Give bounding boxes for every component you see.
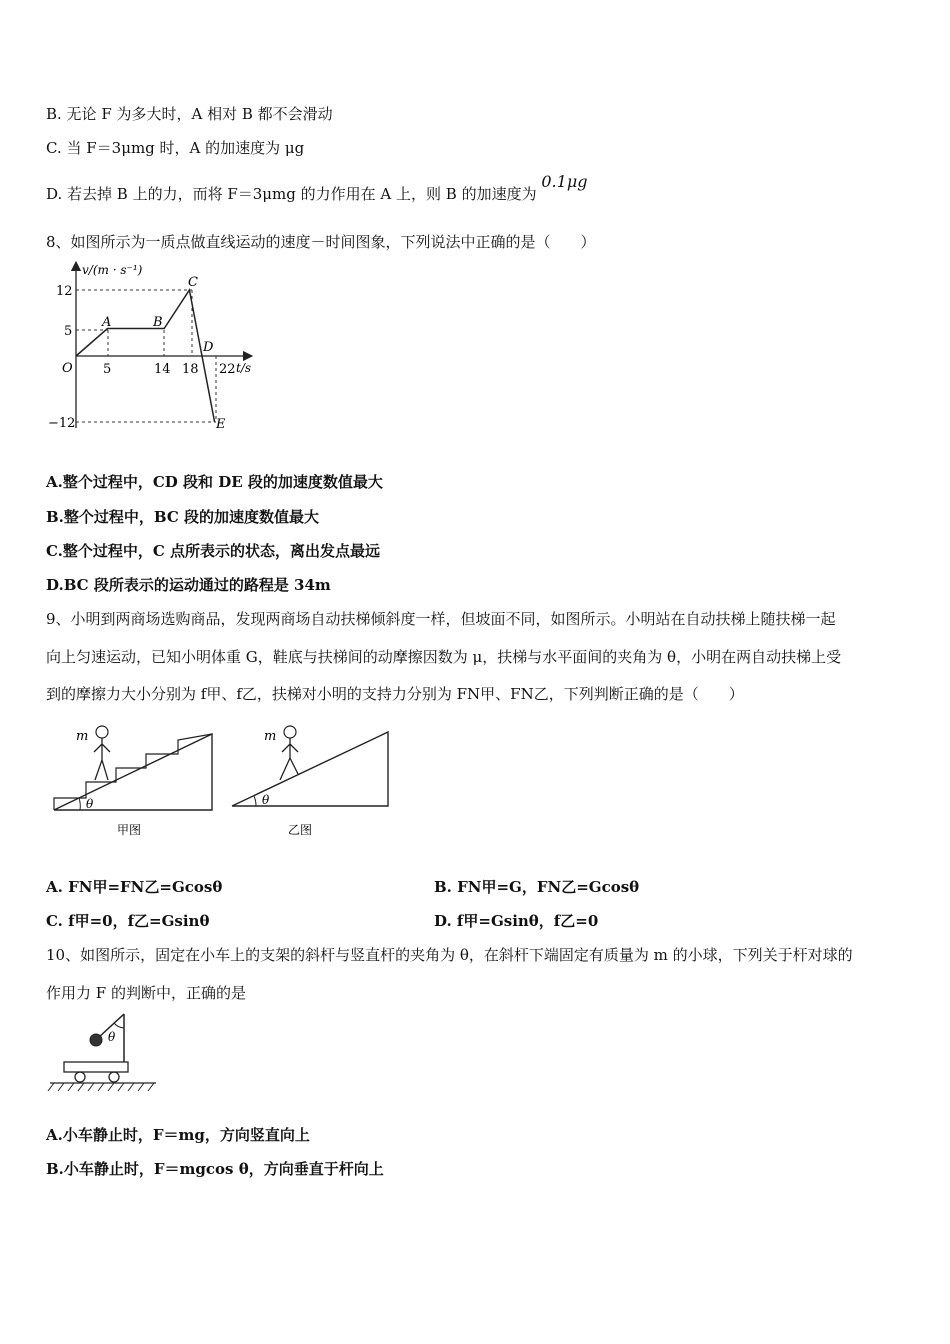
q9-figure-yi [228,722,398,844]
person-body [94,738,110,780]
q10-cart-figure [44,1010,162,1094]
xtick-14: 14 [154,362,171,377]
q7-option-d-formula: 0.1μg [541,172,588,191]
q10-stem-line1: 10、如图所示，固定在小车上的支架的斜杆与竖直杆的夹角为 θ，在斜杆下端固定有质量为 m 的小球，下列关于杆对球的 [46,946,853,964]
person-body [280,738,298,780]
q9-stem-line2: 向上匀速运动，已知小明体重 G，鞋底与扶梯间的动摩擦因数为 μ，扶梯与水平面间的夹角为 θ，小明在两自动扶梯上受 [46,648,842,666]
theta-label: θ [262,793,270,807]
t-axis-label: t/s [236,361,252,375]
q7-option-d-text: D. 若去掉 B 上的力，而将 F＝3μmg 的力作用在 A 上，则 B 的加速度为 [46,185,537,203]
q8-stem: 8、如图所示为一质点做直线运动的速度－时间图象，下列说法中正确的是（ ） [46,233,596,251]
xtick-18: 18 [182,362,199,377]
xtick-22: 22 [219,362,236,377]
point-b-label: B [153,315,163,330]
cart-wheel-right [109,1072,119,1082]
slope-incline [232,732,388,806]
q10-option-b: B.小车静止时，F＝mgcos θ，方向垂直于杆向上 [46,1160,384,1178]
q9-option-c: C. f甲=0，f乙=Gsinθ [46,912,210,930]
mass-label: m [76,729,89,744]
q8-option-c: C.整个过程中，C 点所表示的状态，离出发点最远 [46,542,381,560]
xtick-5: 5 [103,362,112,377]
cart-body [64,1062,128,1072]
q9-stem-line1: 9、小明到两商场选购商品，发现两商场自动扶梯倾斜度一样，但坡面不同，如图所示。小明站在自动扶梯上随扶梯一起 [46,610,836,628]
point-e-label: E [216,417,226,432]
v-axis-label: v/(m · s⁻¹) [82,263,143,277]
q9-stem-line3: 到的摩擦力大小分别为 f甲、f乙，扶梯对小明的支持力分别为 FN甲、FN乙，下列判断正确的是（ ） [46,685,744,703]
ytick-neg12: −12 [48,416,76,431]
fig-yi-caption: 乙图 [288,823,313,837]
angle-arc [114,1023,124,1028]
q7-option-d [46,172,588,204]
q9-option-d: D. f甲=Gsinθ，f乙=0 [434,912,599,930]
q7-option-b: B. 无论 F 为多大时，A 相对 B 都不会滑动 [46,105,333,123]
fig-jia-caption: 甲图 [117,823,142,837]
q9-option-b: B. FN甲=G，FN乙=Gcosθ [434,878,640,896]
point-d-label: D [203,340,214,355]
person-head [284,726,296,738]
q10-stem-line2: 作用力 F 的判断中，正确的是 [46,984,246,1002]
ytick-12: 12 [56,284,73,299]
mass-label: m [264,729,277,744]
ground-hatching [48,1083,154,1091]
q9-option-a: A. FN甲=FN乙=Gcosθ [46,878,223,896]
angle-arc [79,798,80,810]
q8-option-b: B.整个过程中，BC 段的加速度数值最大 [46,508,320,526]
ytick-5: 5 [64,324,73,339]
q10-option-a: A.小车静止时，F＝mg，方向竖直向上 [46,1126,310,1144]
theta-label: θ [108,1030,116,1044]
theta-label: θ [86,797,94,811]
cart-wheel-left [75,1072,85,1082]
point-a-label: A [102,315,112,330]
q7-option-c: C. 当 F＝3μmg 时，A 的加速度为 μg [46,139,305,157]
point-c-label: C [188,275,198,290]
ball [90,1034,102,1046]
origin-label: O [62,361,73,376]
q8-option-a: A.整个过程中，CD 段和 DE 段的加速度数值最大 [46,473,383,491]
q8-option-d: D.BC 段所表示的运动通过的路程是 34m [46,576,331,594]
q9-figure-jia [50,722,220,844]
q8-velocity-time-graph [40,258,280,440]
person-head [96,726,108,738]
angle-arc [254,796,256,806]
